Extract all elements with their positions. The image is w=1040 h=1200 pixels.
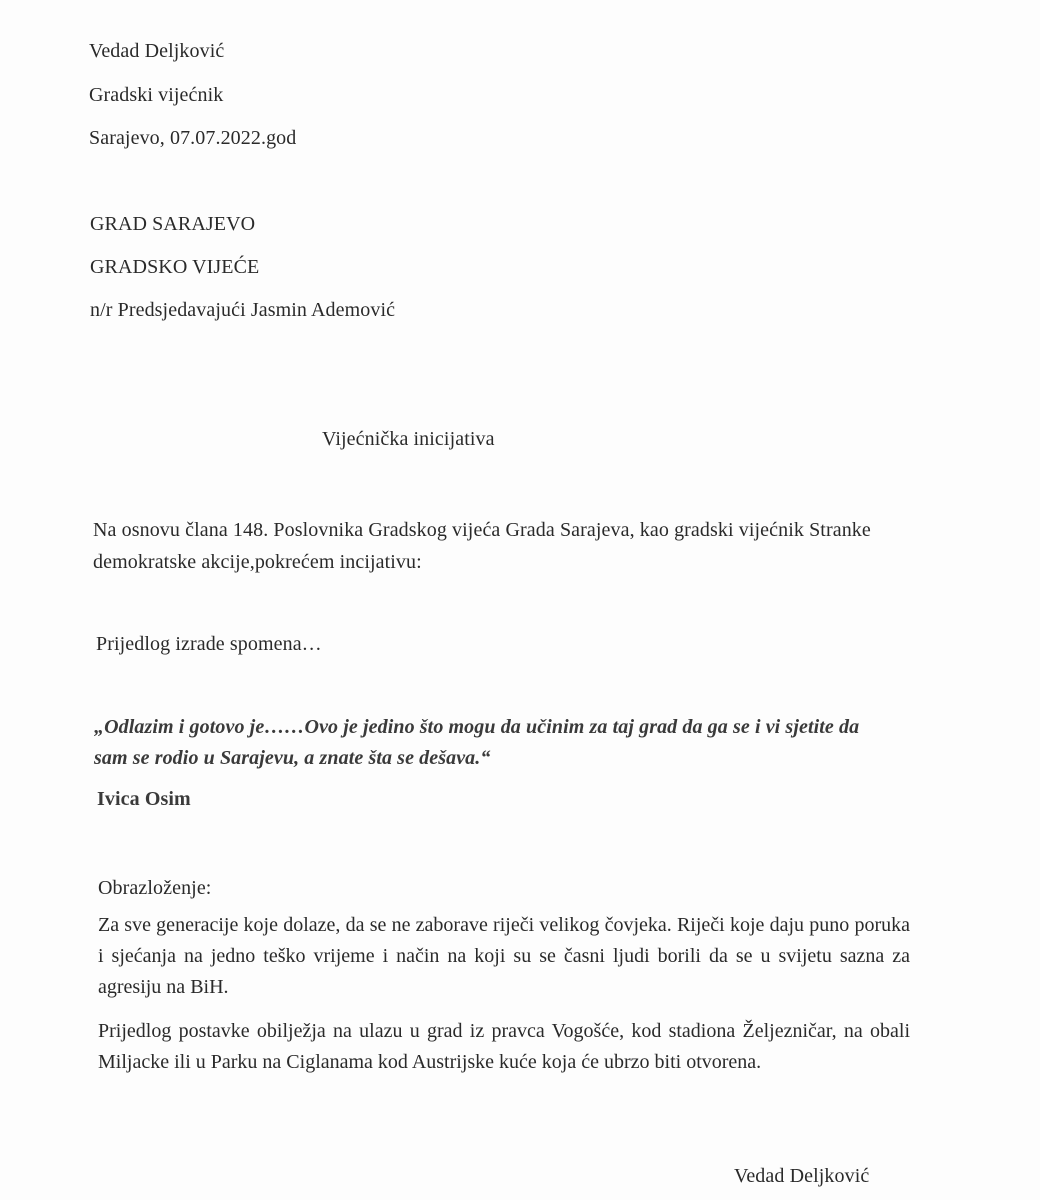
explanation-paragraph-2: Prijedlog postavke obilježja na ulazu u grad iz pravca Vogošće, kod stadiona Željezničar, na obali Miljacke ili u Parku na Ciglanama kod Austrijske kuće koja će ubrzo biti otvorena. bbox=[98, 1020, 910, 1073]
intro-line-1: Na osnovu člana 148. Poslovnika Gradskog vijeća Grada Sarajeva, kao gradski vijećnik Stranke bbox=[93, 519, 871, 541]
recipient-line-2: GRADSKO VIJEĆE bbox=[90, 256, 260, 278]
signature-name: Vedad Deljković bbox=[734, 1165, 870, 1187]
recipient-line-3: n/r Predsjedavajući Jasmin Ademović bbox=[90, 299, 396, 321]
recipient-line-1: GRAD SARAJEVO bbox=[90, 213, 256, 235]
sender-position: Gradski vijećnik bbox=[89, 84, 224, 106]
place-date: Sarajevo, 07.07.2022.god bbox=[89, 127, 297, 149]
sender-name: Vedad Deljković bbox=[89, 40, 225, 62]
explanation-heading: Obrazloženje: bbox=[98, 877, 212, 899]
document-title: Vijećnička inicijativa bbox=[322, 428, 495, 450]
explanation-paragraph-1: Za sve generacije koje dolaze, da se ne zaborave riječi velikog čovjeka. Riječi koje daju puno poruka i sjećanja na jedno teško vrijeme i način na koji su se časni ljudi borili da se u svijetu sazna za agresiju na BiH. bbox=[98, 914, 910, 998]
intro-line-2: demokratske akcije,pokrećem incijativu: bbox=[93, 551, 422, 573]
proposal-line: Prijedlog izrade spomena… bbox=[96, 633, 322, 655]
quote-author: Ivica Osim bbox=[97, 788, 191, 810]
quote-line-2: sam se rodio u Sarajevu, a znate šta se dešava.“ bbox=[94, 747, 491, 769]
quote-line-1: „Odlazim i gotovo je……Ovo je jedino što mogu da učinim za taj grad da ga se i vi sjetite da bbox=[94, 716, 860, 738]
